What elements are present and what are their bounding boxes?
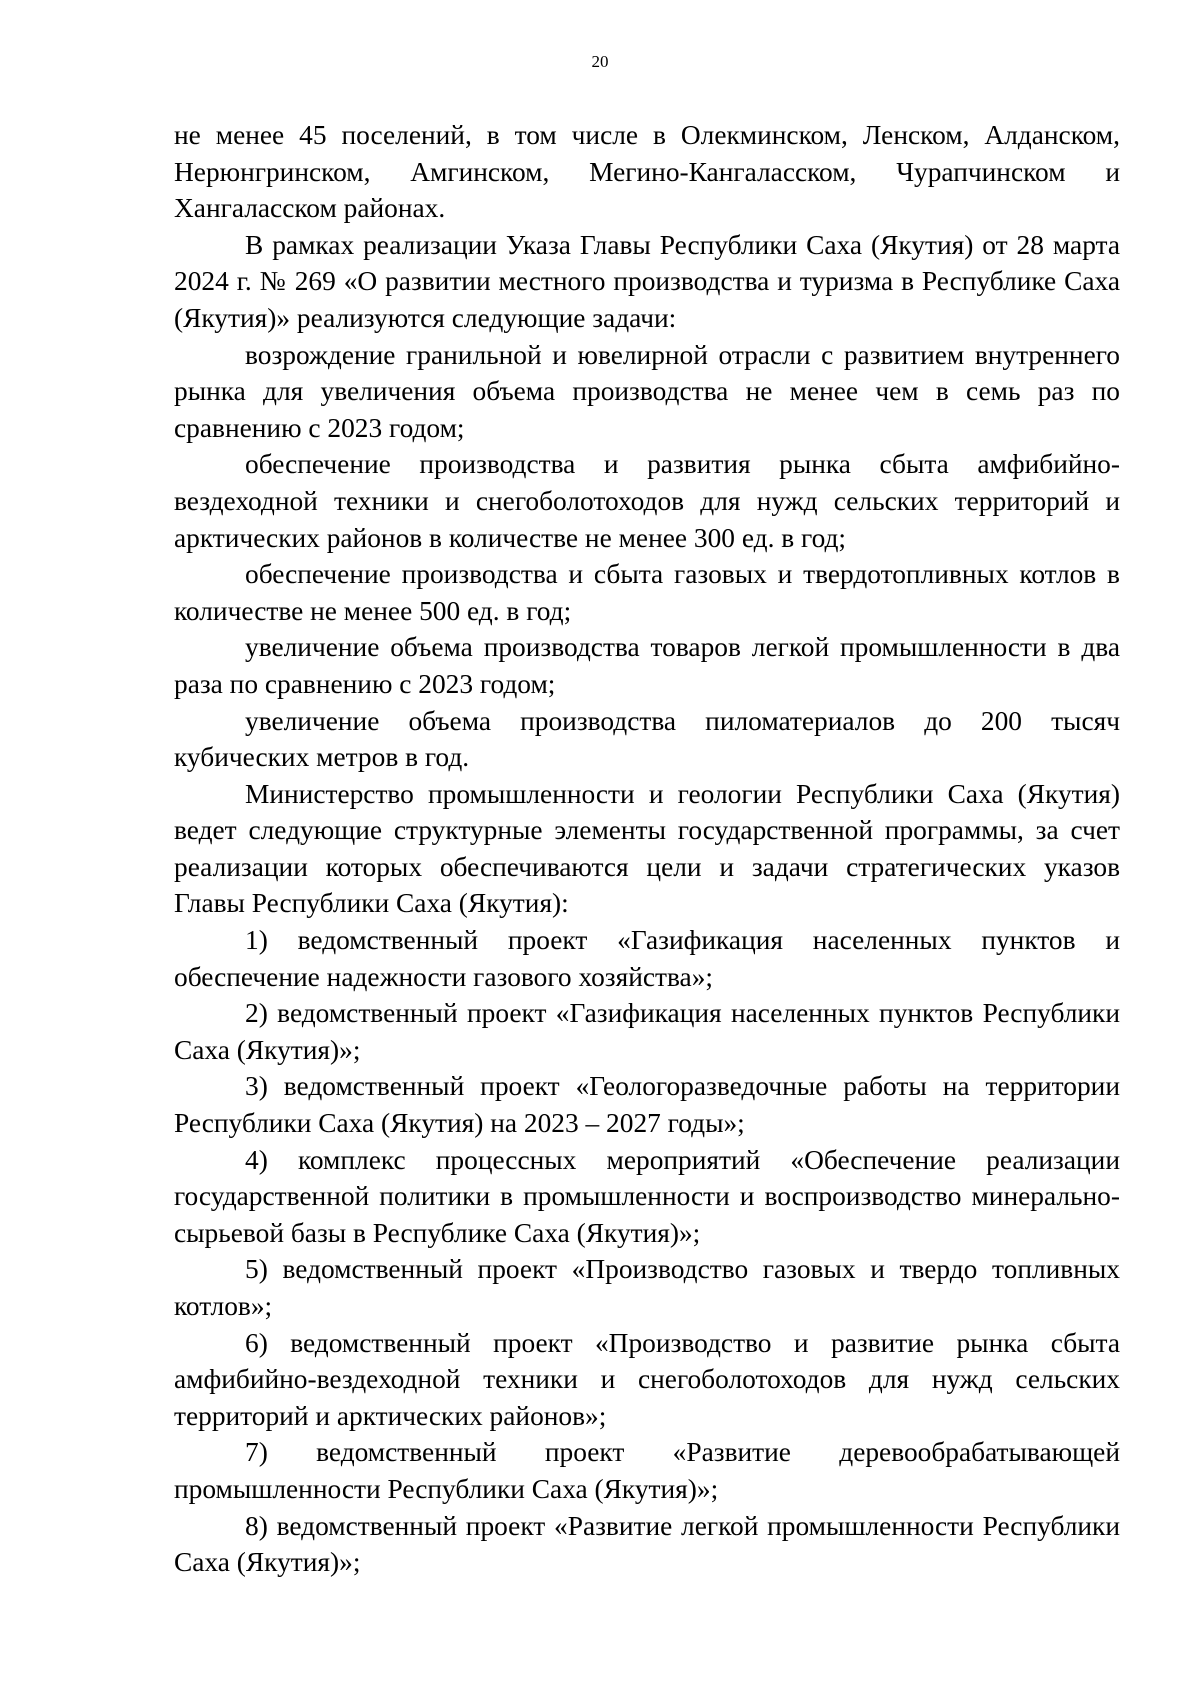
list-item: 6) ведомственный проект «Производство и развитие рынка сбыта амфибийно-вездеходной техники и снегоболотоходов для нужд сельских территорий и арктических районов»; [174, 1327, 1120, 1431]
paragraph: возрождение гранильной и ювелирной отрасли с развитием внутреннего рынка для увеличения объема производства не менее чем в семь раз по сравнению с 2023 годом; [174, 339, 1120, 443]
paragraph: Министерство промышленности и геологии Республики Саха (Якутия) ведет следующие структурные элементы государственной программы, за счет реализации которых обеспечиваются цели и задачи стратегических указов Главы Республики Саха (Якутия): [174, 778, 1120, 919]
page-number: 20 [591, 52, 609, 71]
list-item: 2) ведомственный проект «Газификация населенных пунктов Республики Саха (Якутия)»; [174, 998, 1120, 1065]
list-item: 1) ведомственный проект «Газификация населенных пунктов и обеспечение надежности газового хозяйства»; [174, 925, 1120, 992]
list-item: 4) комплекс процессных мероприятий «Обеспечение реализации государственной политики в промышленности и воспроизводство минерально-сырьевой базы в Республике Саха (Якутия)»; [174, 1144, 1120, 1248]
document-body [174, 117, 1120, 1581]
paragraph: обеспечение производства и развития рынка сбыта амфибийно-вездеходной техники и снегоболотоходов для нужд сельских территорий и арктических районов в количестве не менее 300 ед. в год; [174, 449, 1120, 553]
paragraph: не менее 45 поселений, в том числе в Олекминском, Ленском, Алданском, Нерюнгринском, Амгинском, Мегино-Кангаласском, Чурапчинском и Хангаласском районах. [174, 120, 1120, 224]
paragraph: увеличение объема производства товаров легкой промышленности в два раза по сравнению с 2023 годом; [174, 632, 1120, 699]
list-item: 3) ведомственный проект «Геологоразведочные работы на территории Республики Саха (Якутия) на 2023 – 2027 годы»; [174, 1071, 1120, 1139]
list-item: 5) ведомственный проект «Производство газовых и твердо топливных котлов»; [174, 1254, 1120, 1321]
paragraph: обеспечение производства и сбыта газовых и твердотопливных котлов в количестве не менее 500 ед. в год; [174, 559, 1120, 626]
paragraph: увеличение объема производства пиломатериалов до 200 тысяч кубических метров в год. [174, 705, 1120, 773]
list-item: 7) ведомственный проект «Развитие деревообрабатывающей промышленности Республики Саха (Якутия)»; [174, 1437, 1120, 1504]
list-item: 8) ведомственный проект «Развитие легкой промышленности Республики Саха (Якутия)»; [174, 1510, 1120, 1578]
paragraph: В рамках реализации Указа Главы Республики Саха (Якутия) от 28 марта 2024 г. № 269 «О развитии местного производства и туризма в Республике Саха (Якутия)» реализуются следующие задачи: [174, 229, 1120, 333]
